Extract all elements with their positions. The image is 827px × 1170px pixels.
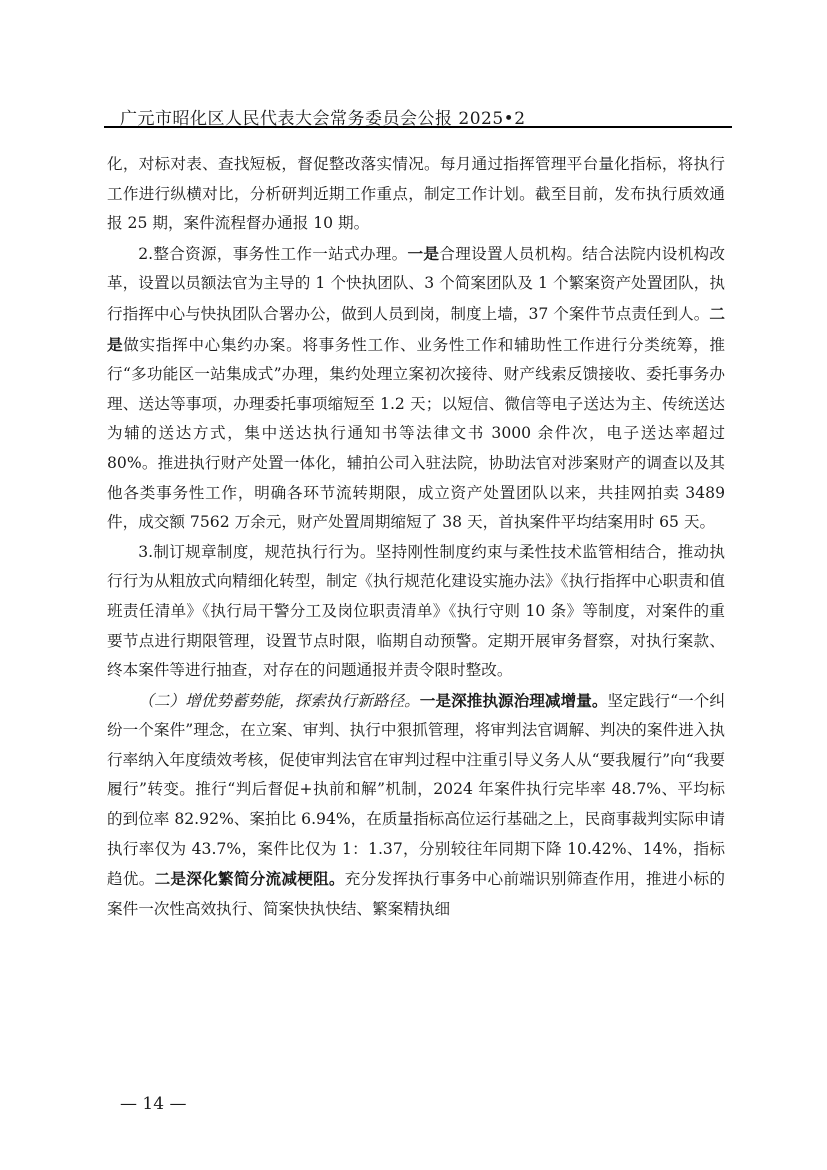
header-divider (104, 126, 732, 128)
emphasis-second: 二是深化繁简分流减梗阻。 (154, 869, 345, 889)
paragraph-section-two (107, 686, 725, 925)
page-number: — 14 — (120, 1094, 187, 1114)
paragraph-continuation: 化，对标对表、查找短板，督促整改落实情况。每月通过指挥管理平台量化指标，将执行工作进行纵横对比，分析研判近期工作重点，制定工作计划。截至目前，发布执行质效通报 25 期，案件流程督办通报 10 期。 (107, 155, 725, 233)
paragraph-integrate-resources (107, 239, 725, 538)
section-heading: （二）增优势蓄势能，探索执行新路径。 (138, 691, 420, 710)
emphasis-first: 一是 (407, 243, 440, 263)
paragraph-text: 合理设置人员机构。结合法院内设机构改革，设置以员额法官为主导的 1 个快执团队、3 个简案团队及 1 个繁案资产处置团队，执行指挥中心与快执团队合署办公，做到人员到岗，制度上墙，37 个案件节点责任到人。 (107, 244, 725, 323)
emphasis-first: 一是深推执源治理减增量。 (419, 690, 608, 710)
page-header: 广元市昭化区人民代表大会常务委员会公报 2025•2 (120, 109, 526, 129)
emphasis-second: 二是 (107, 303, 725, 354)
paragraph-text: 充分发挥执行事务中心前端识别筛查作用，推进小标的案件一次性高效执行、简案快执快结、繁案精执细 (107, 870, 725, 918)
paragraph-regulations: 3.制订规章制度，规范执行行为。坚持刚性制度约束与柔性技术监管相结合，推动执行行为从粗放式向精细化转型，制定《执行规范化建设实施办法》《执行指挥中心职责和值班责任清单》《执行局干警分工及岗位职责清单》《执行守则 10 条》等制度，对案件的重要节点进行期限管理，设置节点时限，临期自动预警。定期开展审务督察，对执行案款、终本案件等进行抽查，对存在的问题通报并责令限时整改。 (107, 542, 725, 680)
paragraph-text: 做实指挥中心集约办案。将事务性工作、业务性工作和辅助性工作进行分类统筹，推行“多功能区一站集成式”办理，集约处理立案初次接待、财产线索反馈接收、委托事务办理、送达等事项，办理委托事项缩短至 1.2 天；以短信、微信等电子送达为主、传统送达为辅的送达方式，集中送达执行通知书等法律文书 3000 余件次，电子送达率超过 80%。推进执行财产处置一体化，辅拍公司入驻法院，协助法官对涉案财产的调查以及其他各类事务性工作，明确各环节流转期限，成立资产处置团队以来，共挂网拍卖 3489 件，成交额 7562 万余元，财产处置周期缩短了 38 天，首执案件平均结案用时 65 天。 (107, 335, 725, 532)
paragraph-text: 坚定践行“一个纠纷一个案件”理念，在立案、审判、执行中狠抓管理，将审判法官调解、判决的案件进入执行率纳入年度绩效考核，促使审判法官在审判过程中注重引导义务人从“要我履行”向“我要履行”转变。推行“判后督促+执前和解”机制，2024 年案件执行完毕率 48.7%、平均标的到位率 82.92%、案拍比 6.94%，在质量指标高位运行基础之上，民商事裁判实际申请执行率仅为 43.7%，案件比仅为 1：1.37，分别较往年同期下降 10.42%、14%，指标趋优。 (107, 691, 725, 889)
document-body (107, 150, 725, 924)
paragraph-heading: 2.整合资源，事务性工作一站式办理。 (138, 244, 408, 263)
